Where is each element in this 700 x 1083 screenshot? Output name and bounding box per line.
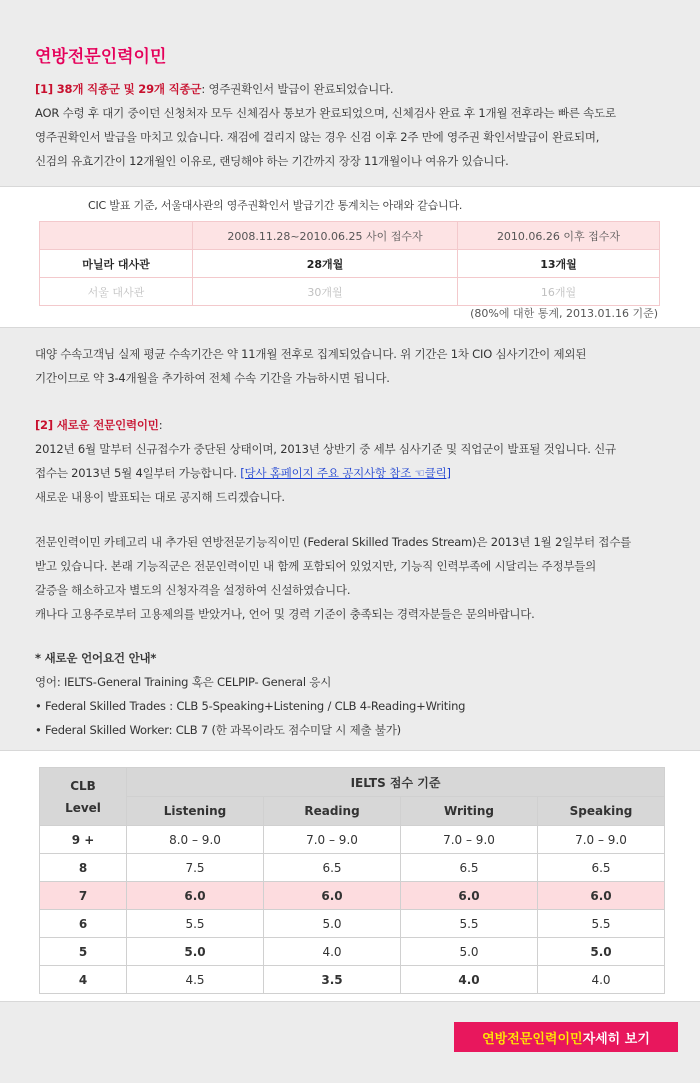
section1-line: AOR 수령 후 대기 중이던 신청처자 모두 신체검사 통보가 완료되었으며, 신체검사 완료 후 1개월 전후라는 빠른 속도로 <box>35 106 616 120</box>
section2-line: 기간이므로 약 3-4개월을 추가하여 전체 수속 기간을 가늠하시면 됩니다. <box>35 371 390 385</box>
section2-line: 대양 수속고객님 실제 평균 수속기간은 약 11개월 전후로 집계되었습니다. 위 기간은 1차 CIO 심사기간이 제외된 <box>35 347 587 361</box>
table-row: 마닐라 대사관 28개월 13개월 <box>40 250 660 278</box>
clb-panel <box>0 750 700 1002</box>
notice-link[interactable]: [당사 홈페이지 주요 공지사항 참조 ☜클릭] <box>240 466 451 480</box>
paragraph-line: 새로운 내용이 발표되는 대로 공지해 드리겠습니다. <box>35 490 285 504</box>
table-row: 서울 대사관 30개월 16개월 <box>40 278 660 306</box>
paragraph-line: 2012년 6월 말부터 신규접수가 중단된 상태이며, 2013년 상반기 중 세부 심사기준 및 직업군이 발표될 것입니다. 신규 <box>35 442 616 456</box>
section-new-program <box>0 328 700 750</box>
section1-lead: [1] 38개 직종군 및 29개 직종군: 영주권확인서 발급이 완료되었습니다. <box>35 82 394 96</box>
ielts-header: IELTS 점수 기준 <box>127 768 665 797</box>
stats-panel <box>0 186 700 328</box>
section2-heading: [2] 새로운 전문인력이민: <box>35 418 163 432</box>
paragraph-line: 전문인력이민 카테고리 내 추가된 연방전문기능직이민 (Federal Skilled Trades Stream)은 2013년 1월 2일부터 접수를 <box>35 535 632 549</box>
clb-level-header: CLB Level <box>40 768 127 826</box>
section1-line: 영주권확인서 발급을 마치고 있습니다. 재검에 걸리지 않는 경우 신검 이후 2주 만에 영주권 확인서발급이 완료되며, <box>35 130 600 144</box>
stats-intro: CIC 발표 기준, 서울대사관의 영주권확인서 발급기간 통계치는 아래와 같습니다. <box>88 199 463 212</box>
clb-ielts-table: CLB Level IELTS 점수 기준 Listening Reading Writing Speaking 9 + 8.0 – 9.0 7.0 – 9.0 7.0 – 9.0 7.0 – 9.0 8 7.5 6.5 6.5 6.5 7 6.0 6.0 6.0 6.0 6 5.5 5.0 5.5 5.5 5 5.0 4.0 5.0 5.0 4 4.5 3.5 4.0 4.0 <box>39 767 665 994</box>
language-line: • Federal Skilled Worker: CLB 7 (한 과목이라도 점수미달 시 제출 불가) <box>35 723 401 737</box>
language-line: 영어: IELTS-General Training 혹은 CELPIP- General 응시 <box>35 675 332 689</box>
paragraph-line: 접수는 2013년 5월 4일부터 가능합니다. [당사 홈페이지 주요 공지사항 참조 ☜클릭] <box>35 466 451 480</box>
section-federal-skilled <box>0 0 700 186</box>
detail-button[interactable]: 연방전문인력이민 자세히 보기 <box>454 1022 678 1052</box>
page-title: 연방전문인력이민 <box>35 47 167 67</box>
language-heading: * 새로운 언어요건 안내* <box>35 651 157 665</box>
language-line: • Federal Skilled Trades : CLB 5-Speaking+Listening / CLB 4-Reading+Writing <box>35 699 466 713</box>
section1-heading: [1] 38개 직종군 및 29개 직종군 <box>35 82 202 96</box>
table-row: 6 5.5 5.0 5.5 5.5 <box>40 910 665 938</box>
table-row-highlighted: 7 6.0 6.0 6.0 6.0 <box>40 882 665 910</box>
stats-note: (80%에 대한 통계, 2013.01.16 기준) <box>470 307 658 320</box>
paragraph-line: 캐나다 고용주로부터 고용제의를 받았거나, 언어 및 경력 기준이 충족되는 경력자분들은 문의바랍니다. <box>35 607 535 621</box>
processing-time-table <box>39 221 660 306</box>
table-row: 9 + 8.0 – 9.0 7.0 – 9.0 7.0 – 9.0 7.0 – 9.0 <box>40 826 665 854</box>
paragraph-line: 받고 있습니다. 본래 기능직군은 전문인력이민 내 함께 포함되어 있었지만, 기능직 인력부족에 시달리는 주정부들의 <box>35 559 597 573</box>
table-header-row: 2008.11.28~2010.06.25 사이 접수자 2010.06.26 이후 접수자 <box>40 222 660 250</box>
table-row: 5 5.0 4.0 5.0 5.0 <box>40 938 665 966</box>
section1-line: 신검의 유효기간이 12개월인 이유로, 랜딩해야 하는 기간까지 장장 11개월이나 여유가 있습니다. <box>35 154 509 168</box>
table-row: 4 4.5 3.5 4.0 4.0 <box>40 966 665 994</box>
table-row: 8 7.5 6.5 6.5 6.5 <box>40 854 665 882</box>
paragraph-line: 갈증을 해소하고자 별도의 신청자격을 설정하여 신설하였습니다. <box>35 583 351 597</box>
